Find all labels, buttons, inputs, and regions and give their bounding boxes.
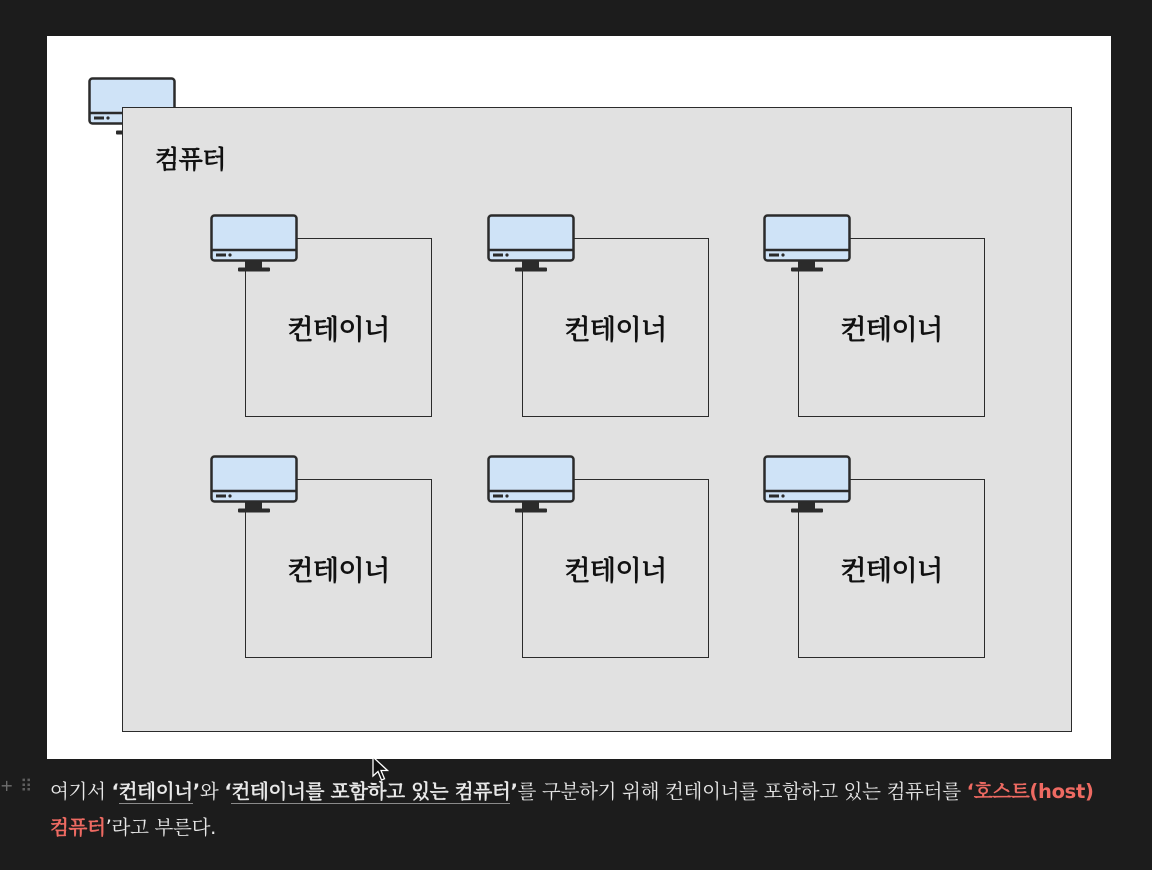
quote-close: ’ (192, 780, 200, 803)
mouse-cursor-icon (372, 756, 390, 786)
text-span: 라고 부른다. (111, 816, 217, 839)
container-label: 컨테이너 (840, 556, 943, 587)
computer-monitor-icon (210, 455, 298, 515)
container-label: 컨테이너 (840, 315, 943, 346)
text-span: 여기서 (50, 780, 112, 803)
computer-monitor-icon (763, 455, 851, 515)
container-label: 컨테이너 (564, 556, 667, 587)
quote-open: ‘ (224, 780, 232, 803)
text-block[interactable] (0, 770, 1152, 850)
plus-icon[interactable]: + (0, 776, 14, 795)
term-container: 컨테이너 (118, 780, 193, 803)
computer-monitor-icon (487, 455, 575, 515)
paragraph-text[interactable] (50, 774, 1110, 846)
container-label: 컨테이너 (287, 556, 390, 587)
container-label: 컨테이너 (564, 315, 667, 346)
term-host-computer: 호스트(host) 컴퓨터 (50, 780, 1094, 839)
quote-close: ’ (105, 816, 112, 839)
drag-handle-icon[interactable]: ⠿ (20, 777, 31, 797)
text-span: 를 구분하기 위해 컨테이너를 포함하고 있는 컴퓨터를 (517, 780, 967, 803)
computer-monitor-icon (763, 214, 851, 274)
quote-open: ‘ (966, 780, 974, 803)
host-computer-label: 컴퓨터 (155, 145, 226, 174)
computer-monitor-icon (210, 214, 298, 274)
diagram-image[interactable] (47, 36, 1111, 759)
term-container-host: 컨테이너를 포함하고 있는 컴퓨터 (231, 780, 511, 803)
quote-close: ’ (510, 780, 518, 803)
container-label: 컨테이너 (287, 315, 390, 346)
text-span: 와 (199, 780, 225, 803)
computer-monitor-icon (487, 214, 575, 274)
quote-open: ‘ (111, 780, 119, 803)
